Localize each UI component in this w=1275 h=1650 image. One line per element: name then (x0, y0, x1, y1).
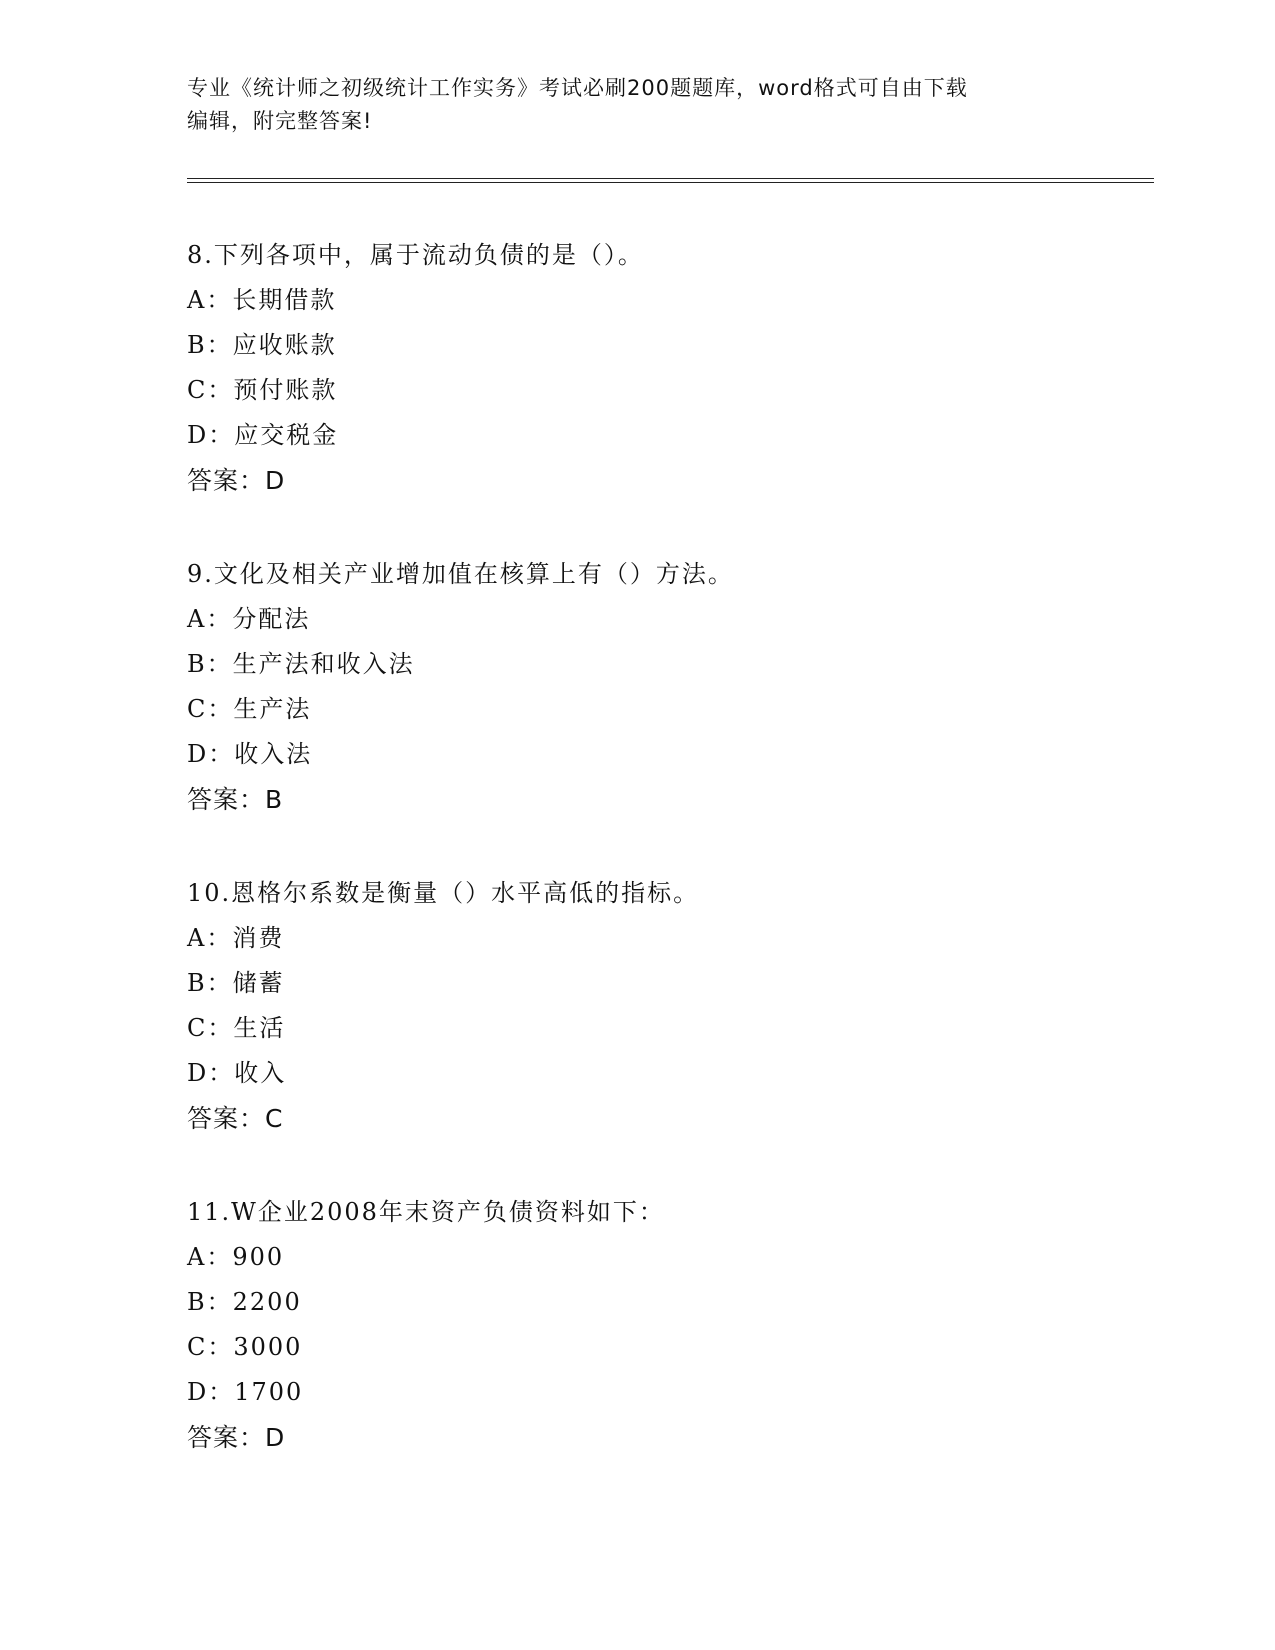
option-d: D：1700 (187, 1378, 304, 1406)
question-block (187, 552, 1147, 822)
question-block (187, 1190, 1147, 1460)
question-stem: 10.恩格尔系数是衡量（）水平高低的指标。 (187, 879, 700, 907)
answer-line: 答案：D (187, 466, 286, 495)
document-header (187, 72, 1087, 138)
question-stem: 11.W企业2008年末资产负债资料如下： (187, 1198, 665, 1226)
question-block (187, 871, 1147, 1141)
option-a: A：900 (187, 1243, 285, 1271)
option-b: B：2200 (187, 1288, 302, 1316)
option-b: B：储蓄 (187, 969, 285, 997)
option-a: A：分配法 (187, 605, 311, 633)
answer-line: 答案：C (187, 1104, 284, 1133)
option-c: C：生活 (187, 1014, 286, 1042)
option-c: C：生产法 (187, 695, 312, 723)
header-divider-top (187, 178, 1154, 179)
question-stem: 8.下列各项中，属于流动负债的是（）。 (187, 241, 644, 269)
question-block (187, 233, 1147, 503)
option-a: A：长期借款 (187, 286, 337, 314)
option-d: D：收入 (187, 1059, 287, 1087)
header-divider-bottom (187, 182, 1154, 183)
header-title-line-2: 编辑，附完整答案! (187, 109, 373, 133)
option-a: A：消费 (187, 924, 285, 952)
option-b: B：生产法和收入法 (187, 650, 415, 678)
option-c: C：3000 (187, 1333, 303, 1361)
question-stem: 9.文化及相关产业增加值在核算上有（）方法。 (187, 560, 734, 588)
option-b: B：应收账款 (187, 331, 337, 359)
answer-line: 答案：D (187, 1423, 286, 1452)
option-d: D：应交税金 (187, 421, 339, 449)
option-d: D：收入法 (187, 740, 313, 768)
answer-line: 答案：B (187, 785, 284, 814)
header-title-line-1: 专业《统计师之初级统计工作实务》考试必刷200题题库，word格式可自由下载 (187, 76, 968, 100)
option-c: C：预付账款 (187, 376, 338, 404)
